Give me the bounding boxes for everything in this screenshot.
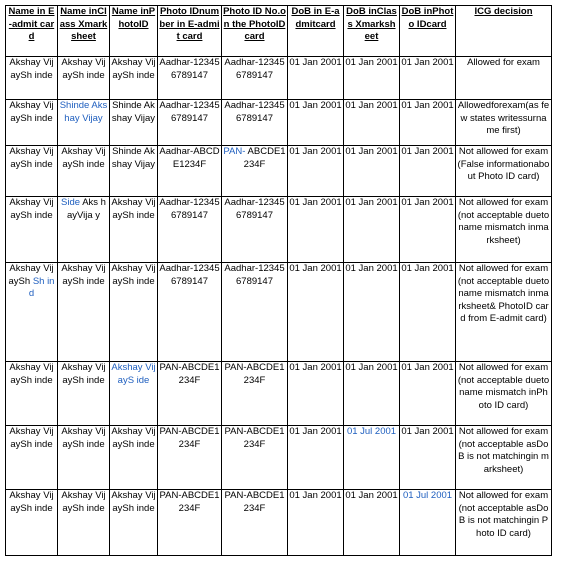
cell-photo-id-number-e-admit [158, 197, 222, 263]
cell-photo-id-number-card [222, 197, 288, 263]
cell-dob-class-x [344, 57, 400, 100]
cell-icg-decision [456, 146, 552, 197]
cell-text: Akshay VijaySh inde [9, 362, 54, 386]
cell-text: 01 Jan 2001 [289, 100, 342, 111]
table-body [6, 57, 552, 556]
cell-text: Aadhar-123456789147 [159, 57, 220, 81]
cell-text: Not allowed for exam(False informationabout Photo ID card) [457, 146, 550, 182]
cell-text: 01 Jan 2001 [289, 263, 342, 274]
cell-text: Allowed for exam [467, 57, 540, 68]
table-row [6, 146, 552, 197]
cell-text: Akshay VijaySh [8, 263, 54, 287]
cell-icg-decision [456, 426, 552, 490]
cell-icg-decision [456, 490, 552, 556]
cell-text: 01 Jan 2001 [289, 146, 342, 157]
cell-photo-id-number-e-admit [158, 100, 222, 146]
cell-text: 01 Jan 2001 [345, 100, 398, 111]
cell-text: Akshay VijaySh inde [9, 57, 54, 81]
cell-text: Aadhar-123456789147 [224, 263, 285, 287]
cell-text: Akshay VijaySh inde [111, 426, 156, 450]
cell-text: Akshay VijaySh inde [61, 490, 106, 514]
cell-text: 01 Jan 2001 [401, 100, 454, 111]
cell-name-class-x [58, 146, 110, 197]
table-row [6, 57, 552, 100]
cell-text: 01 Jan 2001 [401, 197, 454, 208]
cell-text: Akshay VijaySh inde [61, 57, 106, 81]
cell-name-class-x [58, 263, 110, 362]
cell-text: ABCDE1234F [243, 146, 286, 170]
cell-text: Akshay VijaySh inde [9, 490, 54, 514]
table-row [6, 426, 552, 490]
cell-name-e-admit [6, 263, 58, 362]
cell-name-photo-id [110, 57, 158, 100]
cell-dob-photo-id [400, 426, 456, 490]
header-photo-id-number-e-admit: Photo IDnumber in E-admit card [158, 6, 222, 57]
cell-icg-decision [456, 263, 552, 362]
cell-dob-photo-id [400, 197, 456, 263]
table-container [5, 5, 552, 556]
cell-dob-class-x [344, 263, 400, 362]
cell-name-class-x [58, 426, 110, 490]
cell-photo-id-number-e-admit [158, 146, 222, 197]
cell-text: Akshay VijaySh inde [9, 197, 54, 221]
cell-name-e-admit [6, 57, 58, 100]
table-row [6, 362, 552, 426]
cell-name-photo-id [110, 100, 158, 146]
cell-text: Akshay VijaySh inde [111, 197, 156, 221]
cell-text: 01 Jan 2001 [289, 197, 342, 208]
cell-text: Aadhar-ABCDE1234F [159, 146, 220, 170]
cell-text: Akshay VijaySh inde [111, 57, 156, 81]
header-dob-class-x: DoB inClass Xmarksheet [344, 6, 400, 57]
cell-text: Akshay VijaySh inde [111, 263, 156, 287]
cell-icg-decision [456, 197, 552, 263]
cell-text: 01 Jan 2001 [289, 362, 342, 373]
cell-text: 01 Jan 2001 [345, 362, 398, 373]
header-row [6, 6, 552, 57]
header-photo-id-number-card: Photo ID No.on the PhotoID card [222, 6, 288, 57]
cell-name-photo-id [110, 263, 158, 362]
cell-photo-id-number-card [222, 490, 288, 556]
cell-text: 01 Jan 2001 [289, 57, 342, 68]
cell-text: Aadhar-123456789147 [224, 57, 285, 81]
cell-photo-id-number-card [222, 57, 288, 100]
cell-text: Aadhar-123456789147 [224, 197, 285, 221]
cell-dob-class-x [344, 146, 400, 197]
cell-photo-id-number-e-admit [158, 57, 222, 100]
highlighted-text: 01 Jul 2001 [402, 490, 453, 501]
table-row [6, 100, 552, 146]
cell-name-e-admit [6, 146, 58, 197]
cell-text: Akshay VijaySh inde [9, 146, 54, 170]
cell-text: Aks hayVija y [66, 197, 106, 221]
cell-text: Not allowed for exam(not acceptable dueto name mismatch inmarksheet) [457, 197, 550, 246]
highlighted-text: PAN- [223, 146, 246, 157]
cell-dob-e-admit [288, 146, 344, 197]
highlighted-text: Side [61, 197, 81, 208]
cell-text: 01 Jan 2001 [401, 57, 454, 68]
cell-dob-photo-id [400, 146, 456, 197]
header-dob-e-admit: DoB in E-admitcard [288, 6, 344, 57]
cell-name-photo-id [110, 146, 158, 197]
cell-dob-e-admit [288, 263, 344, 362]
cell-text: 01 Jan 2001 [345, 197, 398, 208]
cell-name-class-x [58, 362, 110, 426]
cell-text: Shinde Akshay Vijay [111, 100, 156, 124]
cell-dob-photo-id [400, 57, 456, 100]
cell-text: 01 Jan 2001 [401, 426, 454, 437]
cell-text: Not allowed for exam(not acceptable dueto name mismatch inPhoto ID card) [457, 362, 550, 411]
cell-text: Akshay VijaySh inde [9, 426, 54, 450]
cell-name-photo-id [110, 197, 158, 263]
cell-text: Akshay VijaySh inde [61, 426, 106, 450]
cell-dob-e-admit [288, 57, 344, 100]
cell-dob-class-x [344, 426, 400, 490]
cell-name-photo-id [110, 426, 158, 490]
highlighted-text: Akshay VijayS ide [111, 362, 156, 386]
cell-text: 01 Jan 2001 [289, 426, 342, 437]
cell-dob-photo-id [400, 490, 456, 556]
cell-name-photo-id [110, 362, 158, 426]
cell-photo-id-number-e-admit [158, 426, 222, 490]
cell-dob-photo-id [400, 362, 456, 426]
cell-icg-decision [456, 362, 552, 426]
cell-text: Aadhar-123456789147 [159, 197, 220, 221]
cell-dob-photo-id [400, 263, 456, 362]
cell-photo-id-number-card [222, 362, 288, 426]
cell-dob-e-admit [288, 426, 344, 490]
cell-text: Allowedforexam(as few states writessurname first) [457, 100, 550, 136]
cell-text: Aadhar-123456789147 [159, 263, 220, 287]
cell-text: Not allowed for exam(not acceptable asDoB is not matchingin marksheet) [458, 426, 549, 475]
cell-name-e-admit [6, 100, 58, 146]
cell-text: PAN-ABCDE1234F [224, 426, 285, 450]
header-icg-decision: ICG decision [456, 6, 552, 57]
cell-text: Not allowed for exam(not acceptable dueto name mismatch inmarksheet& PhotoID card from E-admit card) [457, 263, 550, 324]
cell-text: Akshay VijaySh inde [61, 146, 106, 170]
cell-name-e-admit [6, 362, 58, 426]
cell-text: 01 Jan 2001 [345, 146, 398, 157]
cell-photo-id-number-e-admit [158, 263, 222, 362]
highlighted-text: Shinde Akshay Vijay [59, 100, 108, 124]
cell-text: 01 Jan 2001 [289, 490, 342, 501]
cell-name-photo-id [110, 490, 158, 556]
cell-text: PAN-ABCDE1234F [159, 362, 220, 386]
cell-photo-id-number-card [222, 100, 288, 146]
cell-text: Not allowed for exam(not acceptable asDoB is not matchingin Photo ID card) [458, 490, 549, 539]
cell-dob-class-x [344, 197, 400, 263]
cell-photo-id-number-e-admit [158, 362, 222, 426]
cell-name-class-x [58, 197, 110, 263]
cell-name-e-admit [6, 426, 58, 490]
cell-text: Akshay VijaySh inde [61, 263, 106, 287]
cell-dob-e-admit [288, 100, 344, 146]
table-row [6, 197, 552, 263]
table-row [6, 263, 552, 362]
cell-dob-e-admit [288, 197, 344, 263]
cell-photo-id-number-card [222, 146, 288, 197]
highlighted-text: 01 Jul 2001 [346, 426, 397, 437]
cell-dob-e-admit [288, 490, 344, 556]
cell-text: 01 Jan 2001 [401, 263, 454, 274]
cell-text: Akshay VijaySh inde [61, 362, 106, 386]
cell-text: Akshay VijaySh inde [9, 100, 54, 124]
cell-text: PAN-ABCDE1234F [224, 362, 285, 386]
cell-name-class-x [58, 100, 110, 146]
header-name-class-x: Name inClass Xmarksheet [58, 6, 110, 57]
table-row [6, 490, 552, 556]
cell-text: Aadhar-123456789147 [159, 100, 220, 124]
cell-text: Shinde Akshay Vijay [111, 146, 156, 170]
cell-name-class-x [58, 490, 110, 556]
cell-name-e-admit [6, 197, 58, 263]
cell-dob-class-x [344, 362, 400, 426]
cell-name-class-x [58, 57, 110, 100]
cell-text: 01 Jan 2001 [345, 490, 398, 501]
cell-text: PAN-ABCDE1234F [224, 490, 285, 514]
header-name-photo-id: Name inPhotoID [110, 6, 158, 57]
cell-icg-decision [456, 57, 552, 100]
cell-dob-class-x [344, 100, 400, 146]
cell-text: 01 Jan 2001 [401, 146, 454, 157]
cell-photo-id-number-e-admit [158, 490, 222, 556]
cell-text: 01 Jan 2001 [345, 263, 398, 274]
cell-name-e-admit [6, 490, 58, 556]
highlighted-text: Sh ind [28, 275, 55, 299]
cell-text: 01 Jan 2001 [401, 362, 454, 373]
header-dob-photo-id: DoB inPhoto IDcard [400, 6, 456, 57]
cell-dob-e-admit [288, 362, 344, 426]
cell-text: PAN-ABCDE1234F [159, 426, 220, 450]
cell-text: PAN-ABCDE1234F [159, 490, 220, 514]
cell-text: Akshay VijaySh inde [111, 490, 156, 514]
header-name-e-admit: Name in E-admit card [6, 6, 58, 57]
cell-dob-class-x [344, 490, 400, 556]
cell-dob-photo-id [400, 100, 456, 146]
cell-photo-id-number-card [222, 263, 288, 362]
cell-photo-id-number-card [222, 426, 288, 490]
cell-text: Aadhar-123456789147 [224, 100, 285, 124]
cell-icg-decision [456, 100, 552, 146]
cell-text: 01 Jan 2001 [345, 57, 398, 68]
icg-decision-table [5, 5, 552, 556]
